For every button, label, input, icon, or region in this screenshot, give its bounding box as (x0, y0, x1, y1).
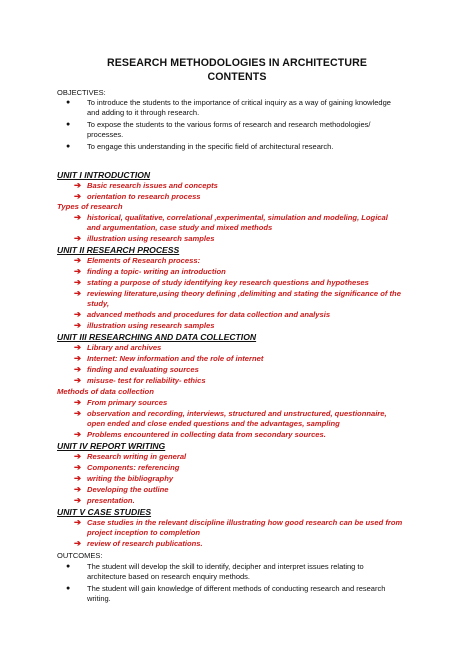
arrow-icon: ➔ (74, 353, 82, 363)
arrow-icon: ➔ (74, 408, 82, 418)
arrow-icon: ➔ (74, 255, 82, 265)
arrow-icon: ➔ (74, 429, 82, 439)
unit-3-subitem-3: Problems encountered in collecting data from secondary sources. (87, 430, 326, 439)
unit-2-item-6: illustration using research samples (87, 321, 215, 330)
unit-2-item-1: Elements of Research process: (87, 256, 201, 265)
unit-3-subitem-2-line-2: open ended and close ended questions and the advantages, sampling (87, 419, 340, 428)
objective-1-line-1: To introduce the students to the importance of critical inquiry as a way of gaining knowledge (87, 98, 391, 107)
unit-2-item-5: advanced methods and procedures for data collection and analysis (87, 310, 331, 319)
unit-1-item-1: Basic research issues and concepts (87, 181, 218, 190)
arrow-icon: ➔ (74, 375, 82, 385)
arrow-icon: ➔ (74, 364, 82, 374)
unit-3-item-2: Internet: New information and the role of internet (87, 354, 264, 363)
unit-3-subitem-2-line-1: observation and recording, interviews, structured and unstructured, questionnaire, (87, 409, 387, 418)
unit-3-item-4: misuse- test for reliability- ethics (87, 376, 206, 385)
arrow-icon: ➔ (74, 212, 82, 222)
unit-2-item-4-line-1: reviewing literature,using theory defining ,delimiting and stating the significance of the (87, 289, 401, 298)
unit-1-item-2: orientation to research process (87, 192, 201, 201)
outcome-2-line-1: The student will gain knowledge of different methods of conducting research and research (87, 584, 386, 593)
arrow-icon: ➔ (74, 473, 82, 483)
arrow-icon: ➔ (74, 451, 82, 461)
unit-2-item-2: finding a topic- writing an introduction (87, 267, 226, 276)
document-title: RESEARCH METHODOLOGIES IN ARCHITECTURE (106, 57, 368, 69)
unit-5-heading: UNIT V CASE STUDIES (57, 507, 152, 517)
arrow-icon: ➔ (74, 233, 82, 243)
bullet-icon: ● (66, 99, 71, 106)
unit-4-item-3: writing the bibliography (87, 474, 174, 483)
arrow-icon: ➔ (74, 462, 82, 472)
unit-3-subheading: Methods of data collection (57, 387, 154, 396)
objective-2-line-2: processes. (87, 130, 124, 139)
unit-1-subitem-1-line-1: historical, qualitative, correlational ,experimental, simulation and modeling, Logical (87, 213, 388, 222)
unit-5-item-1-line-1: Case studies in the relevant discipline illustrating how good research can be used from (87, 518, 403, 527)
objective-3-line-1: To engage this understanding in the specific field of architectural research. (87, 142, 334, 151)
unit-3-heading: UNIT III RESEARCHING AND DATA COLLECTION (57, 332, 257, 342)
unit-1-heading: UNIT I INTRODUCTION (57, 170, 151, 180)
unit-4-item-4: Developing the outline (87, 485, 169, 494)
unit-3-item-3: finding and evaluating sources (87, 365, 199, 374)
unit-4-item-5: presentation. (87, 496, 135, 505)
arrow-icon: ➔ (74, 517, 82, 527)
bullet-icon: ● (66, 585, 71, 592)
arrow-icon: ➔ (74, 191, 82, 201)
arrow-icon: ➔ (74, 320, 82, 330)
objective-2-line-1: To expose the students to the various forms of research and research methodologies/ (87, 120, 371, 129)
objective-1-line-2: and adding to it through research. (87, 108, 200, 117)
unit-5-item-2: review of research publications. (87, 539, 203, 548)
unit-2-item-3: stating a purpose of study identifying key research questions and hypotheses (87, 278, 369, 287)
arrow-icon: ➔ (74, 277, 82, 287)
outcome-1-line-2: architecture based on research enquiry methods. (87, 572, 251, 581)
arrow-icon: ➔ (74, 397, 82, 407)
unit-1-subitem-2: illustration using research samples (87, 234, 215, 243)
unit-5-item-1-line-2: project inception to completion (87, 528, 201, 537)
unit-4-item-1: Research writing in general (87, 452, 187, 461)
unit-2-heading: UNIT II RESEARCH PROCESS (57, 245, 180, 255)
arrow-icon: ➔ (74, 266, 82, 276)
unit-3-item-1: Library and archives (87, 343, 162, 352)
arrow-icon: ➔ (74, 342, 82, 352)
unit-4-item-2: Components: referencing (87, 463, 180, 472)
arrow-icon: ➔ (74, 309, 82, 319)
arrow-icon: ➔ (74, 180, 82, 190)
arrow-icon: ➔ (74, 484, 82, 494)
unit-2-item-4-line-2: study, (87, 299, 110, 308)
outcome-2-line-2: writing. (87, 594, 111, 603)
bullet-icon: ● (66, 143, 71, 150)
outcome-1-line-1: The student will develop the skill to identify, decipher and interpret issues relating to (87, 562, 364, 571)
unit-3-subitem-1: From primary sources (87, 398, 168, 407)
objectives-heading: OBJECTIVES: (57, 88, 106, 97)
unit-4-heading: UNIT IV REPORT WRITING (57, 441, 166, 451)
unit-1-subitem-1-line-2: and argumentation, case study and mixed methods (87, 223, 273, 232)
document-subtitle: CONTENTS (207, 71, 267, 83)
unit-1-subheading: Types of research (57, 202, 123, 211)
arrow-icon: ➔ (74, 538, 82, 548)
bullet-icon: ● (66, 121, 71, 128)
arrow-icon: ➔ (74, 495, 82, 505)
outcomes-heading: OUTCOMES: (57, 551, 103, 560)
arrow-icon: ➔ (74, 288, 82, 298)
bullet-icon: ● (66, 563, 71, 570)
